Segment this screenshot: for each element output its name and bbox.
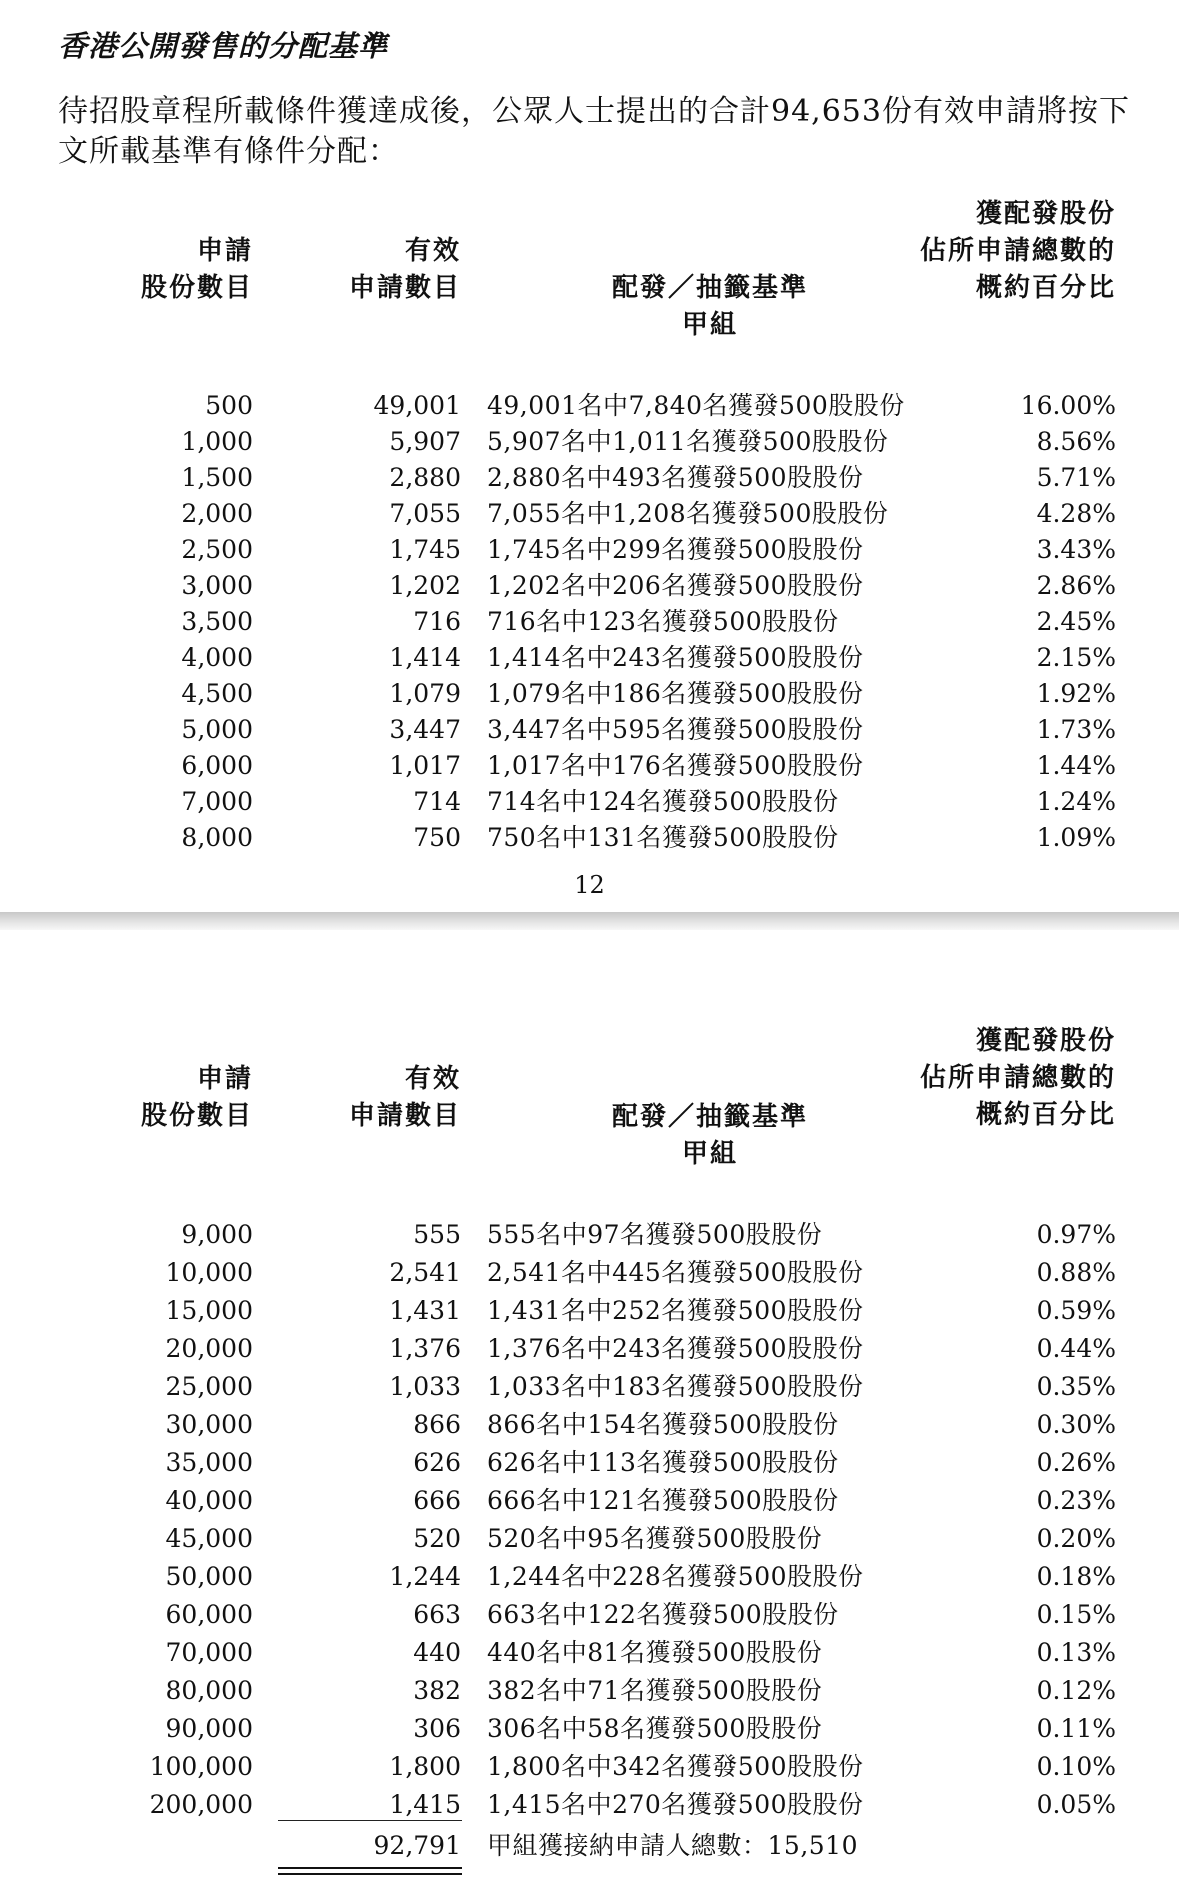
percentage-cell: 0.35%	[1036, 1372, 1116, 1401]
percentage-cell: 1.73%	[1036, 715, 1116, 744]
percentage-cell: 2.15%	[1036, 643, 1116, 672]
applications-cell: 7,055	[389, 499, 461, 528]
header-percentage: 獲配發股份 佔所申請總數的 概約百分比	[919, 199, 1116, 303]
double-rule-bottom	[278, 1873, 462, 1875]
applications-cell: 2,880	[389, 463, 461, 492]
header-shares: 申請 股份數目	[140, 236, 253, 303]
basis-cell: 1,745名中299名獲發500股股份	[487, 535, 864, 564]
shares-cell: 1,500	[181, 463, 253, 492]
applications-cell: 306	[413, 1714, 461, 1743]
shares-cell: 2,000	[181, 499, 253, 528]
shares-cell: 500	[205, 391, 253, 420]
header-valid-applications-2: 有效 申請數目	[348, 1064, 461, 1131]
shares-cell: 45,000	[165, 1524, 253, 1553]
applications-cell: 1,017	[389, 751, 461, 780]
table-row	[0, 676, 1179, 712]
header-shares-2: 申請 股份數目	[140, 1064, 253, 1131]
shares-cell: 90,000	[165, 1714, 253, 1743]
table-row	[0, 1330, 1179, 1368]
table-row	[0, 568, 1179, 604]
table-row	[0, 820, 1179, 856]
basis-cell: 663名中122名獲發500股股份	[487, 1600, 839, 1629]
table-row	[0, 1710, 1179, 1748]
basis-cell: 1,431名中252名獲發500股股份	[487, 1296, 864, 1325]
applications-cell: 663	[413, 1600, 461, 1629]
basis-cell: 666名中121名獲發500股股份	[487, 1486, 839, 1515]
intro-paragraph: 待招股章程所載條件獲達成後，公眾人士提出的合計94,653份有效申請將按下文所載基準有條件分配：	[58, 94, 1130, 169]
applications-cell: 3,447	[389, 715, 461, 744]
table-row	[0, 1786, 1179, 1824]
basis-cell: 3,447名中595名獲發500股股份	[487, 715, 864, 744]
applications-cell: 1,414	[389, 643, 461, 672]
basis-cell: 382名中71名獲發500股股份	[487, 1676, 823, 1705]
basis-cell: 306名中58名獲發500股股份	[487, 1714, 823, 1743]
shares-cell: 200,000	[149, 1790, 253, 1819]
header-percentage-2: 獲配發股份 佔所申請總數的 概約百分比	[919, 1026, 1116, 1130]
shares-cell: 4,500	[181, 679, 253, 708]
applications-cell: 1,745	[389, 535, 461, 564]
page-divider	[0, 912, 1179, 930]
basis-cell: 520名中95名獲發500股股份	[487, 1524, 823, 1553]
applications-cell: 1,079	[389, 679, 461, 708]
allocation-table-page-2	[0, 1216, 1179, 1824]
percentage-cell: 0.26%	[1036, 1448, 1116, 1477]
applications-cell: 520	[413, 1524, 461, 1553]
header-valid-applications: 有效 申請數目	[348, 236, 461, 303]
table-row	[0, 1216, 1179, 1254]
percentage-cell: 1.09%	[1036, 823, 1116, 852]
basis-cell: 555名中97名獲發500股股份	[487, 1220, 823, 1249]
percentage-cell: 0.05%	[1036, 1790, 1116, 1819]
percentage-cell: 0.18%	[1036, 1562, 1116, 1591]
applications-cell: 666	[413, 1486, 461, 1515]
percentage-cell: 0.59%	[1036, 1296, 1116, 1325]
applications-cell: 5,907	[389, 427, 461, 456]
applications-cell: 2,541	[389, 1258, 461, 1287]
basis-cell: 1,202名中206名獲發500股股份	[487, 571, 864, 600]
shares-cell: 20,000	[165, 1334, 253, 1363]
shares-cell: 80,000	[165, 1676, 253, 1705]
basis-cell: 714名中124名獲發500股股份	[487, 787, 839, 816]
allocation-table-page-1	[0, 388, 1179, 856]
table-row	[0, 1406, 1179, 1444]
page-number: 12	[574, 871, 605, 899]
basis-cell: 2,880名中493名獲發500股股份	[487, 463, 864, 492]
basis-cell: 716名中123名獲發500股股份	[487, 607, 839, 636]
table-row	[0, 460, 1179, 496]
shares-cell: 50,000	[165, 1562, 253, 1591]
shares-cell: 5,000	[181, 715, 253, 744]
table-row	[0, 1520, 1179, 1558]
table-row	[0, 388, 1179, 424]
section-title: 香港公開發售的分配基準	[58, 29, 389, 63]
shares-cell: 60,000	[165, 1600, 253, 1629]
shares-cell: 35,000	[165, 1448, 253, 1477]
shares-cell: 2,500	[181, 535, 253, 564]
shares-cell: 30,000	[165, 1410, 253, 1439]
basis-cell: 1,376名中243名獲發500股股份	[487, 1334, 864, 1363]
applications-cell: 1,800	[389, 1752, 461, 1781]
shares-cell: 3,500	[181, 607, 253, 636]
applications-cell: 49,001	[373, 391, 461, 420]
percentage-cell: 1.24%	[1036, 787, 1116, 816]
shares-cell: 7,000	[181, 787, 253, 816]
percentage-cell: 0.13%	[1036, 1638, 1116, 1667]
basis-cell: 440名中81名獲發500股股份	[487, 1638, 823, 1667]
table-row	[0, 604, 1179, 640]
percentage-cell: 0.97%	[1036, 1220, 1116, 1249]
basis-cell: 1,244名中228名獲發500股股份	[487, 1562, 864, 1591]
percentage-cell: 0.88%	[1036, 1258, 1116, 1287]
percentage-cell: 0.12%	[1036, 1676, 1116, 1705]
basis-cell: 866名中154名獲發500股股份	[487, 1410, 839, 1439]
shares-cell: 4,000	[181, 643, 253, 672]
percentage-cell: 0.44%	[1036, 1334, 1116, 1363]
table-row	[0, 712, 1179, 748]
shares-cell: 70,000	[165, 1638, 253, 1667]
basis-cell: 1,033名中183名獲發500股股份	[487, 1372, 864, 1401]
basis-cell: 626名中113名獲發500股股份	[487, 1448, 839, 1477]
applications-cell: 750	[413, 823, 461, 852]
basis-cell: 1,415名中270名獲發500股股份	[487, 1790, 864, 1819]
table-row	[0, 496, 1179, 532]
table-row	[0, 424, 1179, 460]
percentage-cell: 1.44%	[1036, 751, 1116, 780]
shares-cell: 3,000	[181, 571, 253, 600]
applications-cell: 555	[413, 1220, 461, 1249]
total-rule	[278, 1820, 462, 1821]
percentage-cell: 0.30%	[1036, 1410, 1116, 1439]
basis-cell: 750名中131名獲發500股股份	[487, 823, 839, 852]
table-row	[0, 1368, 1179, 1406]
basis-cell: 2,541名中445名獲發500股股份	[487, 1258, 864, 1287]
table-row	[0, 1558, 1179, 1596]
applications-cell: 866	[413, 1410, 461, 1439]
total-successful-applicants: 甲組獲接納申請人總數：15,510	[487, 1831, 858, 1860]
shares-cell: 10,000	[165, 1258, 253, 1287]
percentage-cell: 5.71%	[1036, 463, 1116, 492]
applications-cell: 1,244	[389, 1562, 461, 1591]
percentage-cell: 2.45%	[1036, 607, 1116, 636]
shares-cell: 100,000	[149, 1752, 253, 1781]
table-row	[0, 1444, 1179, 1482]
applications-cell: 1,415	[389, 1790, 461, 1819]
total-valid-applications: 92,791	[373, 1831, 461, 1860]
header-basis: 配發／抽籤基準 甲組	[611, 273, 808, 340]
basis-cell: 7,055名中1,208名獲發500股股份	[487, 499, 889, 528]
applications-cell: 716	[413, 607, 461, 636]
basis-cell: 1,079名中186名獲發500股股份	[487, 679, 864, 708]
applications-cell: 1,202	[389, 571, 461, 600]
basis-cell: 1,414名中243名獲發500股股份	[487, 643, 864, 672]
table-row	[0, 532, 1179, 568]
applications-cell: 440	[413, 1638, 461, 1667]
percentage-cell: 4.28%	[1036, 499, 1116, 528]
table-row	[0, 748, 1179, 784]
percentage-cell: 0.23%	[1036, 1486, 1116, 1515]
double-rule-top	[278, 1867, 462, 1869]
percentage-cell: 2.86%	[1036, 571, 1116, 600]
shares-cell: 15,000	[165, 1296, 253, 1325]
applications-cell: 1,033	[389, 1372, 461, 1401]
table-row	[0, 1482, 1179, 1520]
basis-cell: 49,001名中7,840名獲發500股股份	[487, 391, 905, 420]
table-row	[0, 1672, 1179, 1710]
percentage-cell: 3.43%	[1036, 535, 1116, 564]
table-row	[0, 1596, 1179, 1634]
shares-cell: 40,000	[165, 1486, 253, 1515]
table-row	[0, 784, 1179, 820]
shares-cell: 8,000	[181, 823, 253, 852]
percentage-cell: 8.56%	[1036, 427, 1116, 456]
header-basis-2: 配發／抽籤基準 甲組	[611, 1102, 808, 1169]
table-row	[0, 1254, 1179, 1292]
percentage-cell: 0.11%	[1036, 1714, 1116, 1743]
percentage-cell: 16.00%	[1020, 391, 1116, 420]
table-row	[0, 640, 1179, 676]
applications-cell: 1,431	[389, 1296, 461, 1325]
table-row	[0, 1748, 1179, 1786]
table-row	[0, 1634, 1179, 1672]
table-row	[0, 1292, 1179, 1330]
shares-cell: 25,000	[165, 1372, 253, 1401]
applications-cell: 714	[413, 787, 461, 816]
basis-cell: 5,907名中1,011名獲發500股股份	[487, 427, 889, 456]
shares-cell: 1,000	[181, 427, 253, 456]
applications-cell: 382	[413, 1676, 461, 1705]
percentage-cell: 1.92%	[1036, 679, 1116, 708]
basis-cell: 1,017名中176名獲發500股股份	[487, 751, 864, 780]
shares-cell: 9,000	[181, 1220, 253, 1249]
shares-cell: 6,000	[181, 751, 253, 780]
percentage-cell: 0.20%	[1036, 1524, 1116, 1553]
percentage-cell: 0.15%	[1036, 1600, 1116, 1629]
basis-cell: 1,800名中342名獲發500股股份	[487, 1752, 864, 1781]
percentage-cell: 0.10%	[1036, 1752, 1116, 1781]
applications-cell: 1,376	[389, 1334, 461, 1363]
applications-cell: 626	[413, 1448, 461, 1477]
